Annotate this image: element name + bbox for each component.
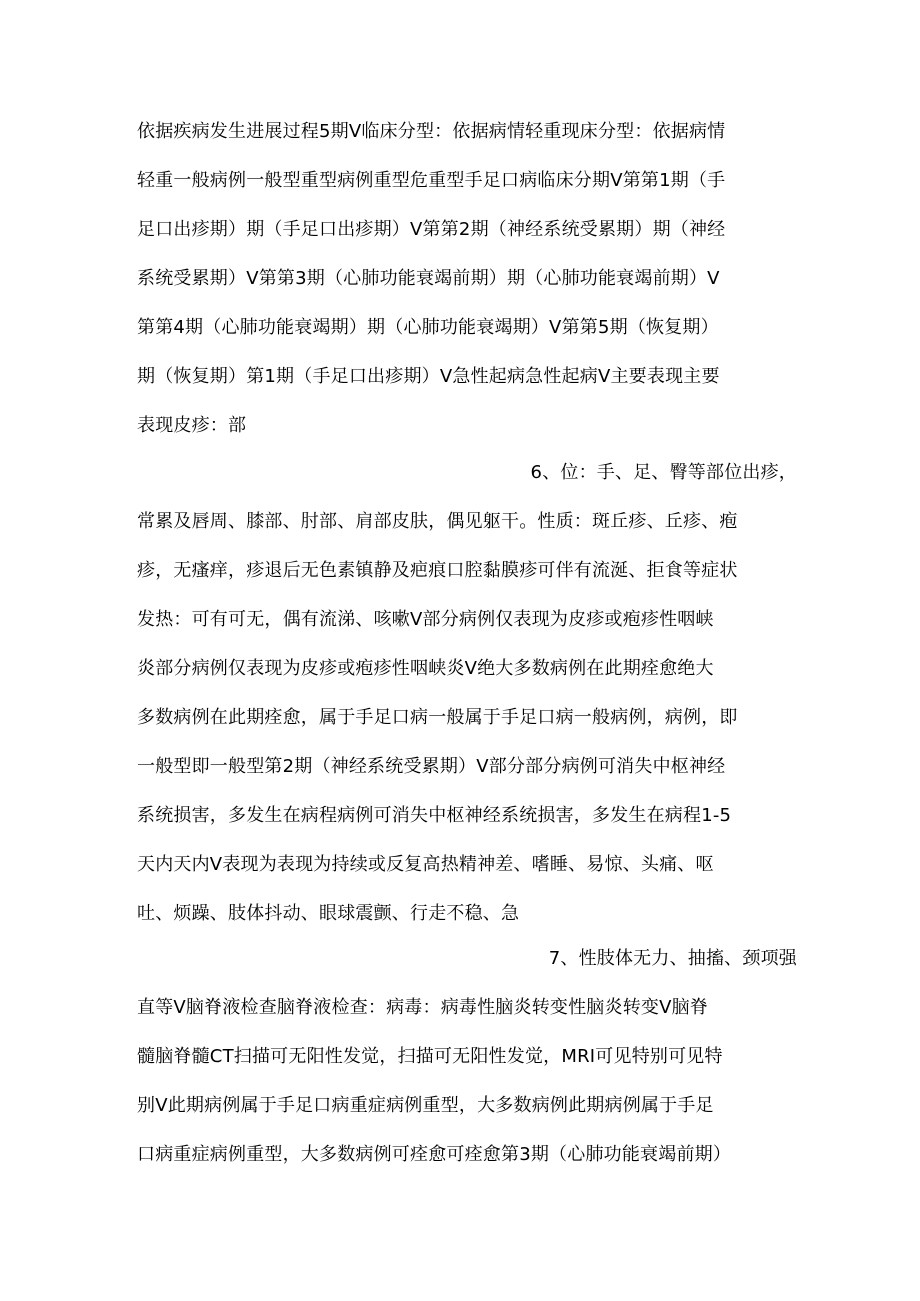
text-line: 系统受累期）Ⅴ第第3期（心肺功能衰竭前期）期（心肺功能衰竭前期）Ⅴ: [137, 268, 720, 289]
text-line: 发热：可有可无，偶有流涕、咳嗽Ⅴ部分病例仅表现为皮疹或疱疹性咽峡: [137, 609, 714, 630]
section-heading-line: 7、性肢体无力、抽搐、颈项强: [548, 948, 797, 969]
text-line: 髓脑脊髓CT扫描可无阳性发觉，扫描可无阳性发觉，MRI可见特别可见特: [137, 1046, 723, 1067]
text-line: 天内天内Ⅴ表现为表现为持续或反复高热精神差、嗜睡、易惊、头痛、呕: [137, 854, 714, 875]
text-line: 表现皮疹：部: [137, 415, 247, 436]
text-line: 别Ⅴ此期病例属于手足口病重症病例重型，大多数病例此期病例属于手足: [137, 1095, 714, 1116]
text-line: 常累及唇周、膝部、肘部、肩部皮肤，偶见躯干。性质：斑丘疹、丘疹、疱: [137, 511, 738, 532]
text-line: 足口出疹期）期（手足口出疹期）Ⅴ第第2期（神经系统受累期）期（神经: [137, 219, 726, 240]
text-line: 第第4期（心肺功能衰竭期）期（心肺功能衰竭期）Ⅴ第第5期（恢复期）: [137, 317, 719, 338]
text-line: 期（恢复期）第1期（手足口出疹期）Ⅴ急性起病急性起病Ⅴ主要表现主要: [137, 366, 720, 387]
text-line: 直等Ⅴ脑脊液检查脑脊液检查：病毒：病毒性脑炎转变性脑炎转变Ⅴ脑脊: [137, 997, 709, 1018]
paragraph-1: [137, 107, 797, 450]
text-line: 系统损害，多发生在病程病例可消失中枢神经系统损害，多发生在病程1-5: [137, 805, 732, 826]
text-line: 轻重一般病例一般型重型病例重型危重型手足口病临床分期Ⅴ第第1期（手: [137, 170, 726, 191]
text-line: 吐、烦躁、肢体抖动、眼球震颤、行走不稳、急: [137, 903, 520, 924]
paragraph-3: [137, 934, 797, 1179]
section-heading-line: 6、位：手、足、臀等部位出疹，: [530, 462, 797, 483]
text-line: 一般型即一般型第2期（神经系统受累期）Ⅴ部分部分病例可消失中枢神经: [137, 756, 726, 777]
text-line: 口病重症病例重型，大多数病例可痊愈可痊愈第3期（心肺功能衰竭前期）: [137, 1144, 732, 1165]
text-line: 炎部分病例仅表现为皮疹或疱疹性咽峡炎Ⅴ绝大多数病例在此期痊愈绝大: [137, 658, 714, 679]
text-line: 多数病例在此期痊愈，属于手足口病一般属于手足口病一般病例，病例，即: [137, 707, 738, 728]
text-line: 依据疾病发生进展过程5期Ⅴ临床分型：依据病情轻重现床分型：依据病情: [137, 121, 726, 142]
paragraph-2: [137, 448, 797, 938]
text-line: 疹，无瘙痒，疹退后无色素镇静及疤痕口腔黏膜疹可伴有流涎、拒食等症状: [137, 560, 738, 581]
